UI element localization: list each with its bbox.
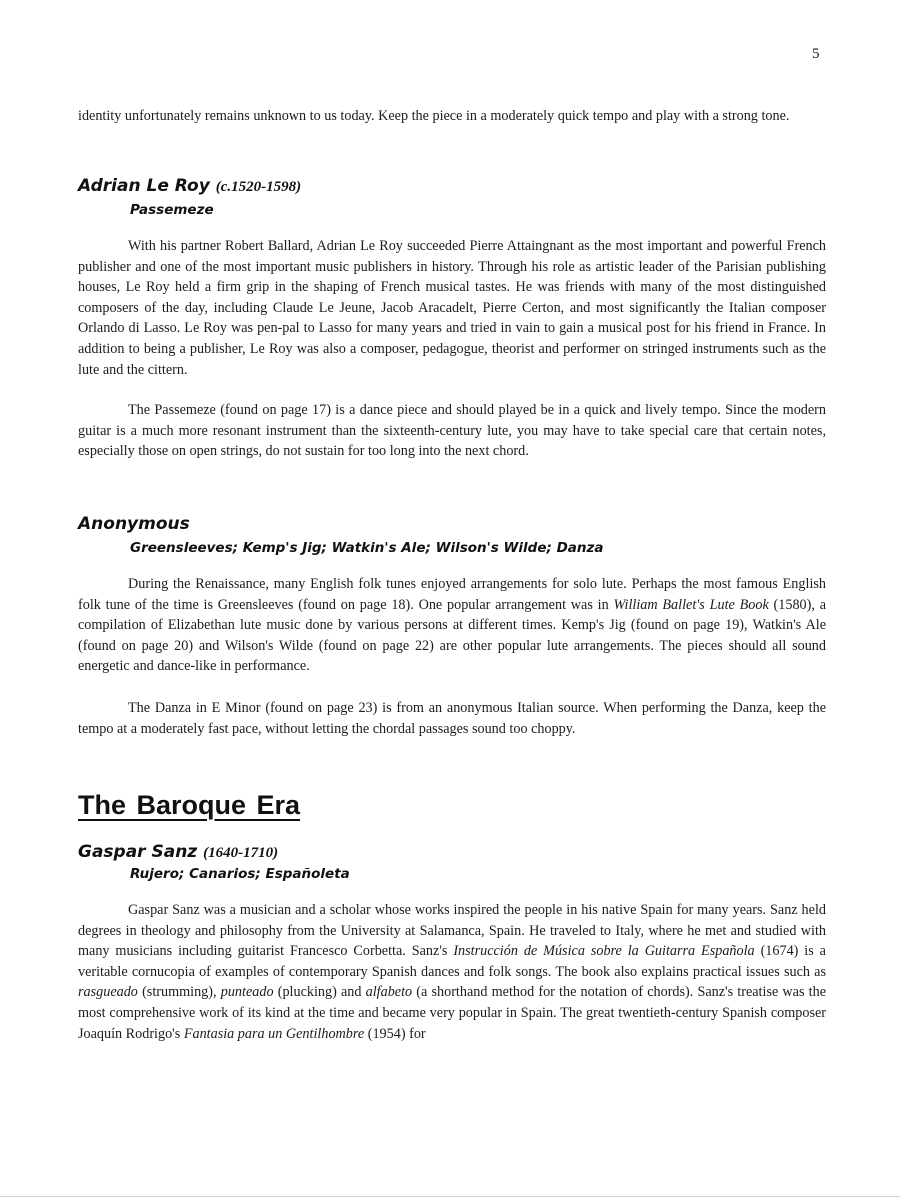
term-punteado: punteado xyxy=(220,984,274,1001)
book-title: Instrucción de Música sobre la Guitarra Española xyxy=(453,943,755,960)
piece-list-le-roy: Passemeze xyxy=(130,202,214,218)
term-alfabeto: alfabeto xyxy=(365,984,413,1001)
sanz-paragraph-1: Gaspar Sanz was a musician and a scholar whose works inspired the people in his native Spain for many years. Sanz held degrees in theology and philosophy from the University at Salamanca, Spain. He traveled to Italy, where he met and studied with many musicians including guitarist Francesco Corbetta. Sanz's Instrucción de Música sobre la Guitarra Española (1674) is a veritable cornucopia of examples of contemporary Spanish dances and folk songs. The book also explains practical issues such as rasgueado (strumming), punteado (plucking) and alfabeto (a shorthand method for the notation of chords). Sanz's treatise was the most comprehensive work of its kind at the time and became very popular in Spain. The great twentieth-century Spanish composer Joaquín Rodrigo's Fantasia para un Gentilhombre (1954) for xyxy=(78,902,826,1042)
le-roy-paragraph-1: With his partner Robert Ballard, Adrian Le Roy succeeded Pierre Attaingnant as the most important and powerful French publisher and one of the most important music publishers in history. Through his role as artistic leader of the Parisian publishing houses, Le Roy held a firm grip in the shaping of French musical tastes. He was friends with many of the most distinguished composers of the day, including Claude Le Jeune, Jacob Aracadelt, Pierre Certon, and most significantly the Italian composer Orlando di Lasso. Le Roy was pen-pal to Lasso for many years and tried in vain to gain a musical post for his friend in France. In addition to being a publisher, Le Roy was also a composer, pedagogue, theorist and performer on stringed instruments such as the lute and the cittern. xyxy=(78,238,826,378)
composer-heading-le-roy xyxy=(78,176,301,196)
book-title: William Ballet's Lute Book xyxy=(613,596,769,613)
term-rasgueado: rasgueado xyxy=(78,984,138,1001)
page-bottom-edge xyxy=(0,1196,900,1197)
composer-name: Gaspar Sanz xyxy=(78,842,198,862)
composer-dates: (1640-1710) xyxy=(203,845,279,861)
anonymous-paragraph-1: During the Renaissance, many English folk tunes enjoyed arrangements for solo lute. Perhaps the most famous English folk tune of the time is Greensleeves (found on page 18). One popular arrangement was in William Ballet's Lute Book (1580), a compilation of Elizabethan lute music done by various persons at different times. Kemp's Jig (found on page 19), Watkin's Ale (found on page 20) and Wilson's Wilde (found on page 22) are other popular lute arrangements. The pieces should all sound energetic and dance-like in performance. xyxy=(78,576,826,675)
era-heading: The Baroque Era xyxy=(78,790,301,820)
page-number: 5 xyxy=(812,46,820,62)
composer-name: Adrian Le Roy xyxy=(78,176,210,196)
piece-list-sanz: Rujero; Canarios; Españoleta xyxy=(130,866,350,882)
anonymous-paragraph-2: The Danza in E Minor (found on page 23) is from an anonymous Italian source. When performing the Danza, keep the tempo at a moderately fast pace, without letting the chordal passages sound too choppy. xyxy=(78,700,826,737)
intro-paragraph: identity unfortunately remains unknown to us today. Keep the piece in a moderately quick tempo and play with a strong tone. xyxy=(78,108,790,124)
composer-heading-sanz xyxy=(78,842,278,862)
work-title: Fantasia para un Gentilhombre xyxy=(183,1025,365,1042)
composer-heading-anonymous: Anonymous xyxy=(78,514,190,534)
le-roy-paragraph-2: The Passemeze (found on page 17) is a dance piece and should played be in a quick and lively tempo. Since the modern guitar is a much more resonant instrument than the sixteenth-century lute, you may have to take special care that certain notes, especially those on open strings, do not sustain for too long into the next chord. xyxy=(78,402,826,460)
piece-list-anonymous: Greensleeves; Kemp's Jig; Watkin's Ale; Wilson's Wilde; Danza xyxy=(130,540,604,556)
composer-dates: (c.1520-1598) xyxy=(215,179,302,195)
